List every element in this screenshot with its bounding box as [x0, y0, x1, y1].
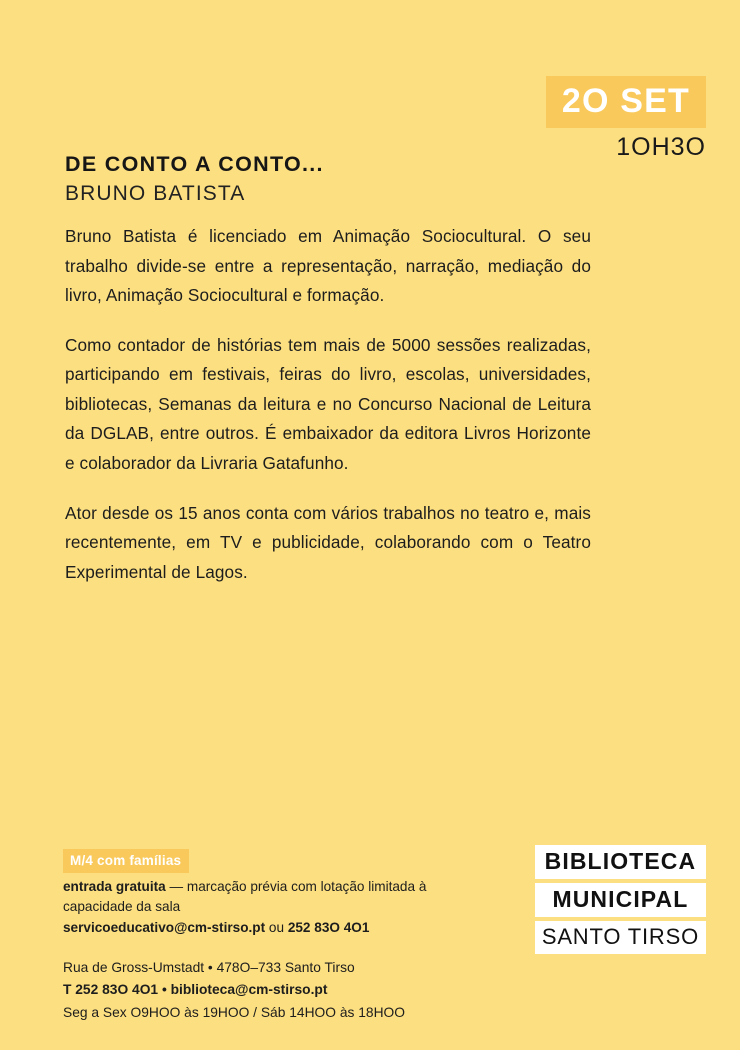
- address-contact-line: [63, 979, 493, 1001]
- contact-conjunction: ou: [265, 919, 288, 935]
- date-time-block: [546, 76, 706, 162]
- opening-hours: Seg a Sex O9HOO às 19HOO / Sáb 14HOO às 18HOO: [63, 1004, 406, 1020]
- body-paragraph-2: Como contador de histórias tem mais de 5000 sessões realizadas, participando em festivais, feiras do livro, escolas, universidades, bibliotecas, Semanas da leitura e no Concurso Nacional de Leitura da DGLAB, entre outros. É embaixador da editora Livros Horizonte e colaborador da Livraria Gatafunho.: [65, 334, 591, 474]
- date-badge: 2O SET: [546, 76, 706, 128]
- body-paragraph-1: Bruno Batista é licenciado em Animação Sociocultural. O seu trabalho divide-se entre a representação, narração, mediação do livro, Animação Sociocultural e formação.: [65, 226, 591, 306]
- address-separator: •: [158, 982, 171, 998]
- address-email[interactable]: biblioteca@cm-stirso.pt: [170, 982, 328, 998]
- admission-free-label: entrada gratuita: [63, 878, 166, 894]
- address-block: [63, 957, 493, 1024]
- logo-line-santo-tirso: SANTO TIRSO: [535, 921, 706, 954]
- title-block: [65, 151, 324, 207]
- address-street: Rua de Gross-Umstadt • 478O–733 Santo Tirso: [63, 960, 355, 975]
- age-rating-badge: M/4 com famílias: [63, 849, 189, 873]
- contact-email[interactable]: servicoeducativo@cm-stirso.pt: [63, 919, 266, 935]
- event-author: BRUNO BATISTA: [65, 181, 246, 205]
- contact-line: [63, 918, 483, 939]
- logo-line-biblioteca: BIBLIOTECA: [535, 845, 706, 879]
- logo-line-municipal: MUNICIPAL: [535, 883, 706, 917]
- admission-line: [63, 877, 483, 918]
- library-logo: [535, 845, 706, 954]
- page-title: DE CONTO A CONTO...: [65, 152, 324, 176]
- body-paragraph-3: Ator desde os 15 anos conta com vários trabalhos no teatro e, mais recentemente, em TV e publicidade, colaborando com o Teatro Experimental de Lagos.: [65, 502, 591, 582]
- admission-info-block: [63, 849, 483, 938]
- address-phone[interactable]: T 252 83O 4O1: [63, 982, 159, 998]
- contact-phone[interactable]: 252 83O 4O1: [287, 919, 370, 935]
- admission-details: — marcação prévia com lotação limitada à capacidade da sala: [63, 878, 427, 915]
- event-time: 1OH3O: [616, 133, 706, 161]
- body-copy: [65, 222, 591, 587]
